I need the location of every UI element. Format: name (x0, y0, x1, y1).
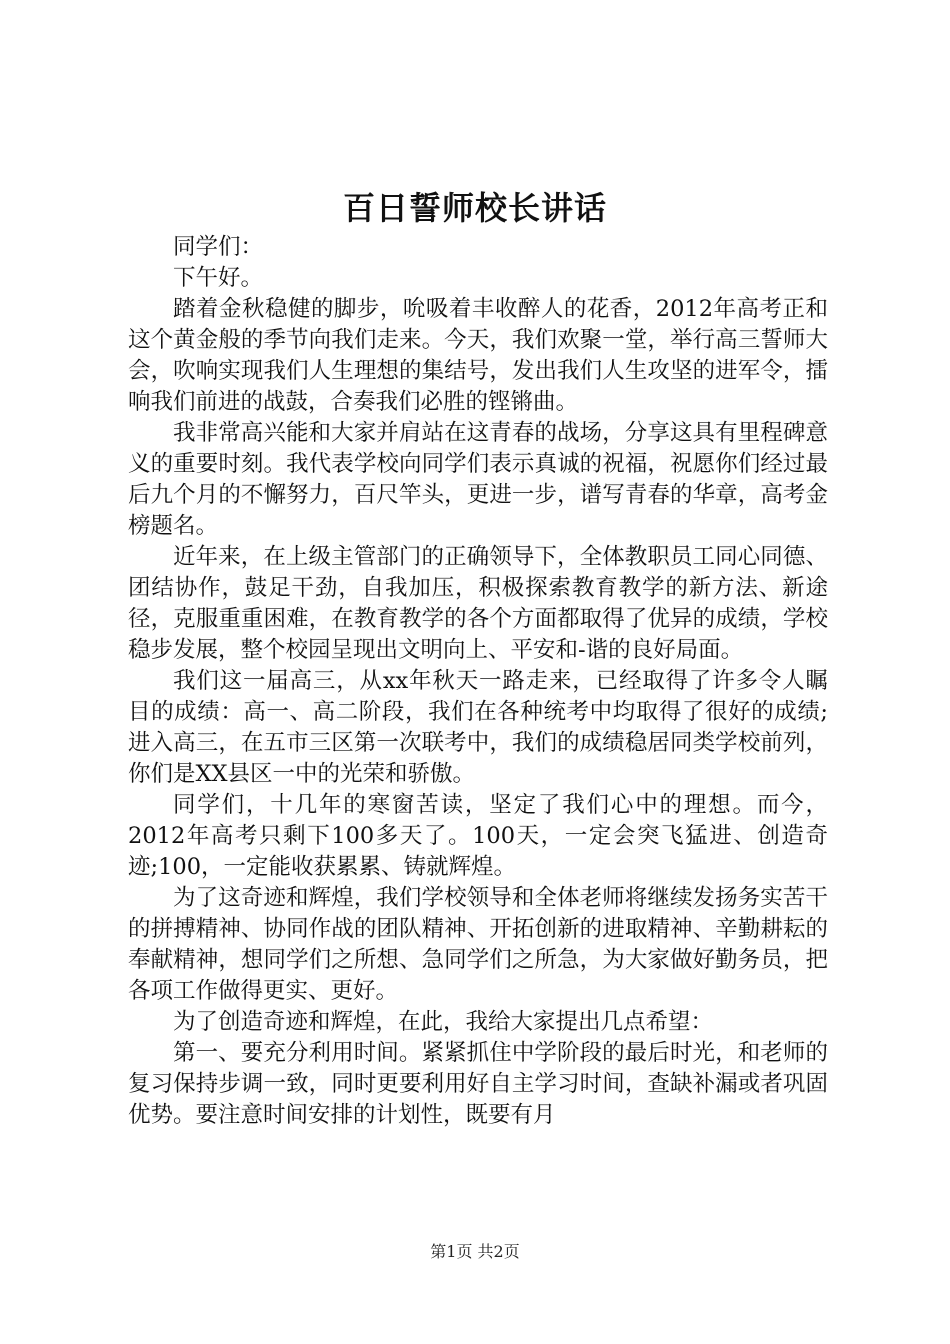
document-title: 百日誓师校长讲话 (342, 189, 607, 227)
page-number-footer: 第1页 共2页 (430, 1242, 520, 1261)
paragraph: 我非常高兴能和大家并肩站在这青春的战场，分享这具有里程碑意义的重要时刻。我代表学校向同学们表示真诚的祝福，祝愿你们经过最后九个月的不懈努力，百尺竿头，更进一步，谱写青春的华章，高考金榜题名。 (128, 420, 828, 539)
paragraph: 同学们，十几年的寒窗苦读，坚定了我们心中的理想。而今，2012年高考只剩下100多天了。100天，一定会突飞猛进、创造奇迹;100，一定能收获累累、铸就辉煌。 (128, 792, 828, 880)
paragraph: 近年来，在上级主管部门的正确领导下，全体教职员工同心同德、团结协作，鼓足干劲，自我加压，积极探索教育教学的新方法、新途径，克服重重困难，在教育教学的各个方面都取得了优异的成绩，学校稳步发展，整个校园呈现出文明向上、平安和-谐的良好局面。 (128, 544, 828, 663)
paragraph: 为了创造奇迹和辉煌，在此，我给大家提出几点希望： (173, 1009, 714, 1035)
paragraph: 踏着金秋稳健的脚步，吮吸着丰收醉人的花香，2012年高考正和这个黄金般的季节向我们走来。今天，我们欢聚一堂，举行高三誓师大会，吹响实现我们人生理想的集结号，发出我们人生攻坚的进军令，擂响我们前进的战鼓，合奏我们必胜的铿锵曲。 (128, 296, 828, 415)
paragraph: 第一、要充分利用时间。紧紧抓住中学阶段的最后时光，和老师的复习保持步调一致，同时更要利用好自主学习时间，查缺补漏或者巩固优势。要注意时间安排的计划性，既要有月 (128, 1040, 828, 1128)
document-body (128, 232, 828, 1131)
paragraph-salutation: 同学们： (173, 234, 264, 260)
paragraph-greeting: 下午好。 (173, 265, 264, 291)
paragraph: 为了这奇迹和辉煌，我们学校领导和全体老师将继续发扬务实苦干的拼搏精神、协同作战的团队精神、开拓创新的进取精神、辛勤耕耘的奉献精神，想同学们之所想、急同学们之所急，为大家做好勤务员，把各项工作做得更实、更好。 (128, 885, 828, 1004)
paragraph: 我们这一届高三，从xx年秋天一路走来，已经取得了许多令人瞩目的成绩：高一、高二阶段，我们在各种统考中均取得了很好的成绩;进入高三，在五市三区第一次联考中，我们的成绩稳居同类学校前列，你们是XX县区一中的光荣和骄傲。 (128, 668, 828, 787)
